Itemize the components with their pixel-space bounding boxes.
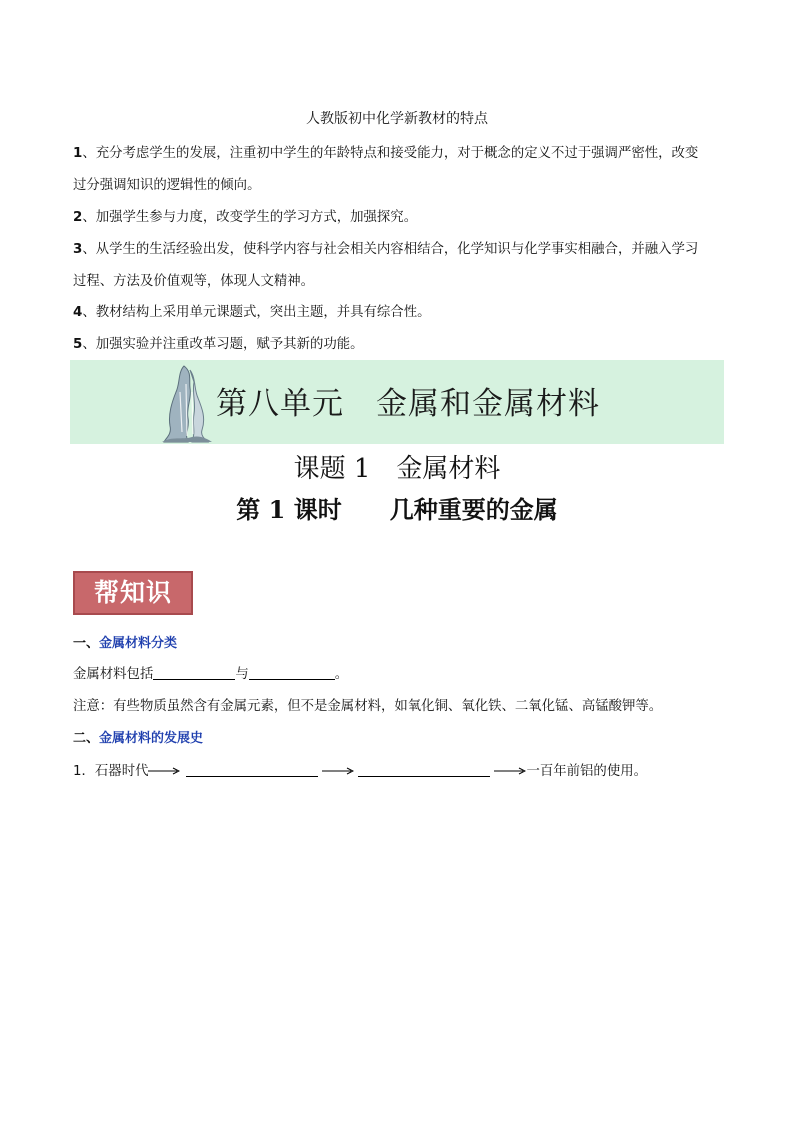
- section-heading-1: 一、金属材料分类: [73, 636, 178, 651]
- knowledge-badge: 帮知识: [73, 571, 193, 615]
- intro-point-5: 5、加强实验并注重改革习题，赋予其新的功能。: [73, 337, 364, 352]
- intro-title: 人教版初中化学新教材的特点: [306, 111, 488, 127]
- blank-3[interactable]: [186, 762, 318, 777]
- section-heading-2: 二、金属材料的发展史: [73, 731, 204, 746]
- blank-4[interactable]: [358, 762, 490, 777]
- lesson-title: 第 1 课时 几种重要的金属: [236, 495, 558, 524]
- arrow-icon: [494, 766, 526, 776]
- intro-point-3: 3、从学生的生活经验出发，使科学内容与社会相关内容相结合，化学知识与化学事实相融合，并融入学习: [73, 242, 699, 257]
- intro-point-3-cont: 过程、方法及价值观等，体现人文精神。: [73, 274, 315, 289]
- blank-2[interactable]: [249, 665, 335, 680]
- blank-1[interactable]: [153, 665, 235, 680]
- intro-point-4: 4、教材结构上采用单元课题式，突出主题，并具有综合性。: [73, 305, 431, 320]
- waterfall-icon: [162, 362, 212, 444]
- note-line: 注意：有些物质虽然含有金属元素，但不是金属材料，如氧化铜、氧化铁、二氧化锰、高锰酸钾等。: [73, 699, 663, 714]
- unit-title: 第八单元 金属和金属材料: [216, 386, 600, 422]
- intro-point-1-cont: 过分强调知识的逻辑性的倾向。: [73, 178, 261, 193]
- topic-title: 课题 1 金属材料: [293, 454, 501, 484]
- arrow-icon: [322, 766, 354, 776]
- intro-point-2: 2、加强学生参与力度，改变学生的学习方式，加强探究。: [73, 210, 418, 225]
- arrow-icon: [148, 766, 180, 776]
- intro-point-1: 1、充分考虑学生的发展，注重初中学生的年龄特点和接受能力，对于概念的定义不过于强调严密性，改变: [73, 146, 699, 161]
- history-line: 1．石器时代 一百年前铝的使用。: [73, 764, 647, 779]
- classification-line: 金属材料包括 与 。: [73, 667, 349, 682]
- unit-banner: [70, 360, 724, 444]
